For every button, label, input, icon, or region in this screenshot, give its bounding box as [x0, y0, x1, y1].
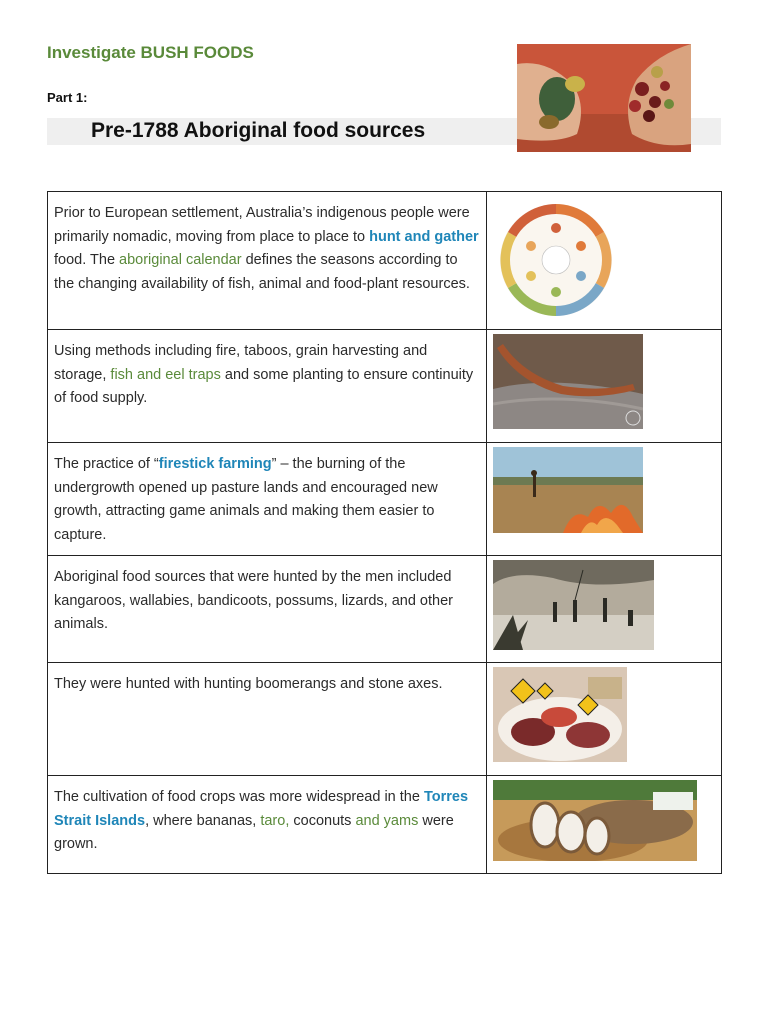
row-text: Using methods including fire, taboos, grain harvesting and storage, fish and eel traps and some planting to ensure continuity of food supply.: [48, 330, 487, 443]
yams-basket-image: [493, 780, 697, 861]
table-row: [48, 192, 722, 330]
table-row: [48, 330, 722, 443]
boomerang-image: [493, 334, 643, 429]
food-sources-table: [47, 191, 722, 874]
row-image-cell: [487, 556, 722, 663]
row-text: They were hunted with hunting boomerangs and stone axes.: [48, 663, 487, 776]
row-text: The practice of “firestick farming” – the burning of the undergrowth opened up pasture lands and encouraged new growth, attracting game animals and making them easier to capture.: [48, 443, 487, 556]
link-firestick-farming[interactable]: firestick farming: [158, 456, 272, 472]
page-title: Pre-1788 Aboriginal food sources: [91, 119, 426, 142]
row-text: Prior to European settlement, Australia’s indigenous people were primarily nomadic, moving from place to place to hunt and gather food. The aboriginal calendar defines the seasons according to the changing availability of fish, animal and food-plant resources.: [48, 192, 487, 330]
hero-bush-foods-image: [517, 44, 691, 152]
game-meat-platter-image: [493, 667, 627, 762]
link-fish-and-eel-traps[interactable]: fish and eel traps: [110, 366, 221, 383]
table-row: [48, 556, 722, 663]
row-image-cell: [487, 443, 722, 556]
grass-fire-image: [493, 447, 643, 533]
table-row: [48, 443, 722, 556]
six-seasons-wheel-image: [493, 196, 621, 320]
link-hunt-and-gather[interactable]: hunt and gather: [369, 228, 479, 245]
link-taro[interactable]: taro,: [260, 812, 290, 829]
row-image-cell: [487, 330, 722, 443]
row-text: The cultivation of food crops was more widespread in the Torres Strait Islands, where bananas, taro, coconuts and yams were grown.: [48, 776, 487, 874]
link-torres-strait-islands[interactable]: Torres Strait Islands: [54, 789, 469, 829]
row-image-cell: [487, 663, 722, 776]
row-text: Aboriginal food sources that were hunted by the men included kangaroos, wallabies, bandicoots, possums, lizards, and other animals.: [48, 556, 487, 663]
row-image-cell: [487, 192, 722, 330]
link-aboriginal-calendar[interactable]: aboriginal calendar: [119, 252, 242, 269]
historic-hunters-image: [493, 560, 654, 650]
table-row: [48, 776, 722, 874]
link-yams[interactable]: and yams: [355, 812, 419, 829]
section-heading: Investigate BUSH FOODS: [47, 43, 254, 62]
row-image-cell: [487, 776, 722, 874]
part-label: Part 1:: [47, 90, 88, 105]
table-row: [48, 663, 722, 776]
